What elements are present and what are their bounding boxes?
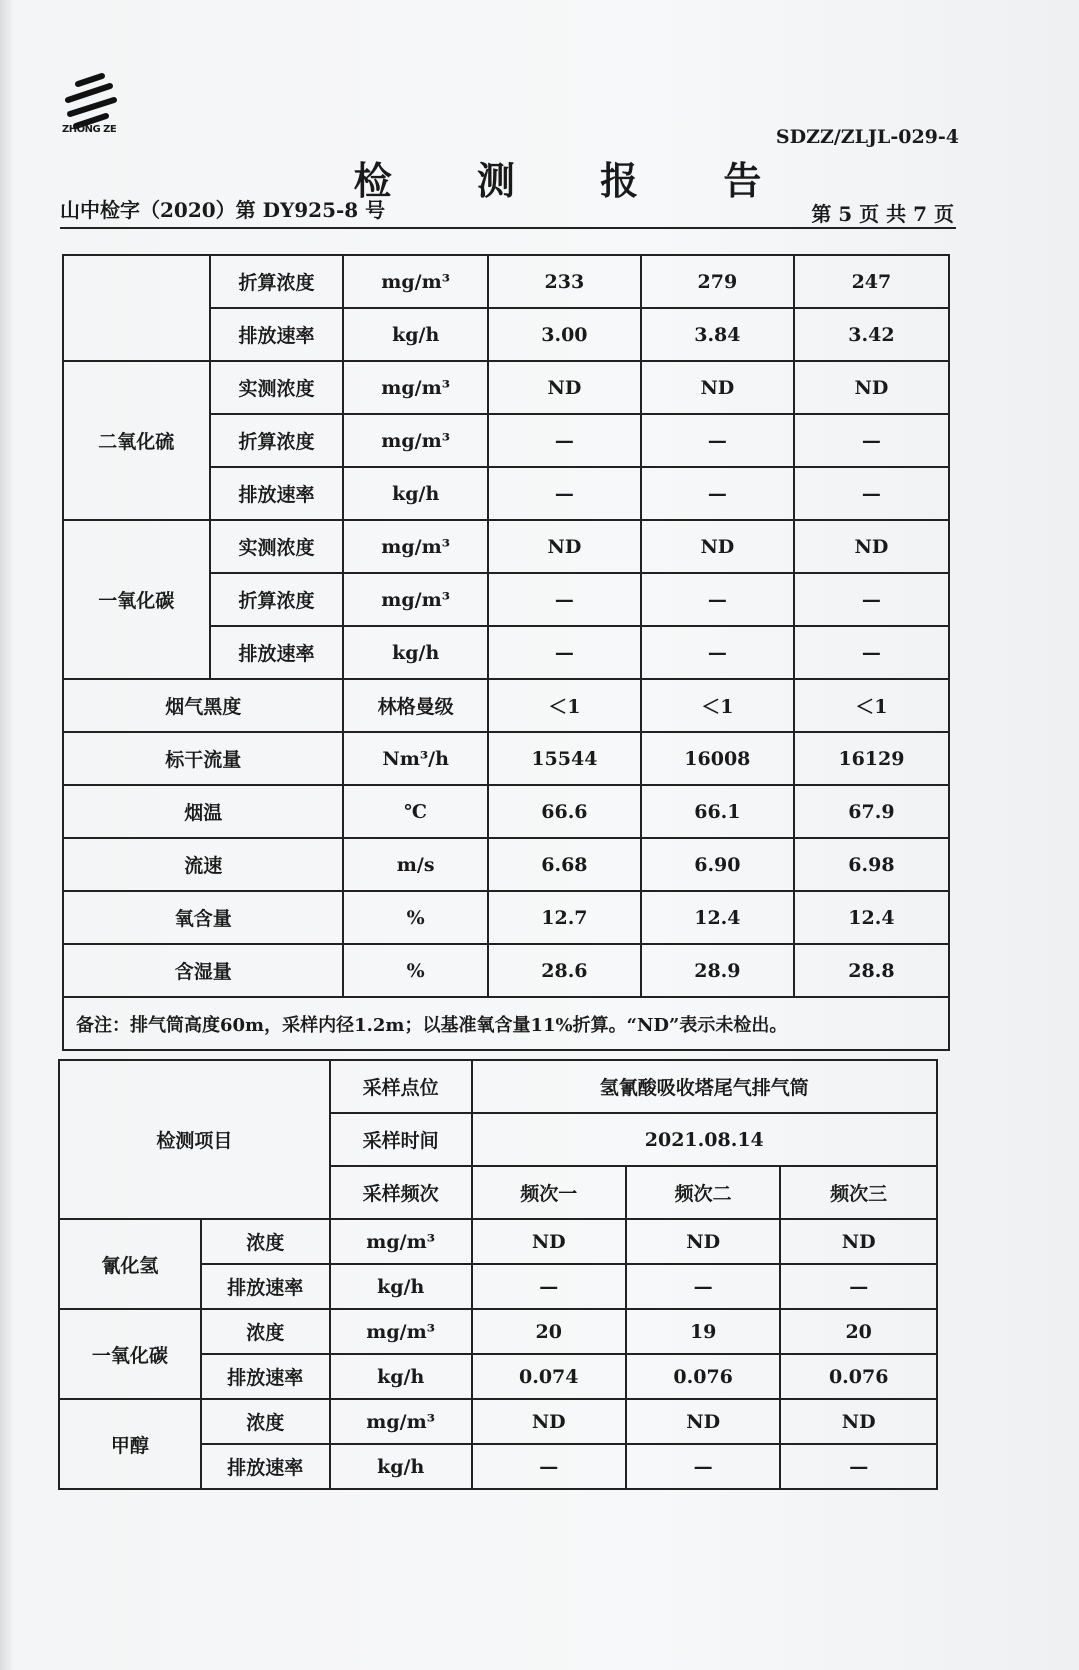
value-cell: —	[780, 1444, 937, 1489]
value-cell: ND	[626, 1219, 780, 1264]
unit-cell: mg/m³	[330, 1219, 472, 1264]
value-cell: ＜1	[794, 679, 949, 732]
sampling-time-value: 2021.08.14	[472, 1113, 937, 1166]
unit-cell: m/s	[343, 838, 487, 891]
table-row	[63, 785, 949, 838]
item-cell: 排放速率	[210, 467, 344, 520]
table-row	[63, 997, 949, 1050]
group-cell-co: 一氧化碳	[63, 520, 210, 679]
group-cell: 甲醇	[59, 1399, 201, 1489]
table-row	[63, 679, 949, 732]
unit-cell: mg/m³	[343, 520, 487, 573]
sampling-point-value: 氢氰酸吸收塔尾气排气筒	[472, 1060, 937, 1113]
item-cell: 标干流量	[63, 732, 343, 785]
value-cell: —	[472, 1444, 626, 1489]
value-cell: ND	[780, 1219, 937, 1264]
value-cell: —	[488, 467, 641, 520]
item-cell: 折算浓度	[210, 255, 344, 308]
value-cell: —	[626, 1444, 780, 1489]
item-cell: 浓度	[201, 1219, 330, 1264]
sampling-time-label: 采样时间	[330, 1113, 472, 1166]
item-cell: 排放速率	[201, 1264, 330, 1309]
unit-cell: kg/h	[343, 626, 487, 679]
table-row	[59, 1219, 937, 1264]
item-cell: 折算浓度	[210, 573, 344, 626]
unit-cell: mg/m³	[330, 1399, 472, 1444]
value-cell: —	[641, 414, 794, 467]
item-cell: 实测浓度	[210, 520, 344, 573]
value-cell: —	[472, 1264, 626, 1309]
value-cell: —	[780, 1264, 937, 1309]
unit-cell: mg/m³	[330, 1309, 472, 1354]
table-row	[59, 1060, 937, 1113]
value-cell: 247	[794, 255, 949, 308]
value-cell: 12.4	[641, 891, 794, 944]
table-row	[63, 891, 949, 944]
value-cell: 6.98	[794, 838, 949, 891]
value-cell: 20	[472, 1309, 626, 1354]
value-cell: ND	[641, 520, 794, 573]
frequency-header: 频次一	[472, 1166, 626, 1219]
item-cell: 排放速率	[201, 1444, 330, 1489]
unit-cell: kg/h	[343, 308, 487, 361]
group-cell: 氰化氢	[59, 1219, 201, 1309]
value-cell: 16129	[794, 732, 949, 785]
unit-cell: mg/m³	[343, 255, 487, 308]
value-cell: 66.6	[488, 785, 641, 838]
unit-cell: %	[343, 944, 487, 997]
unit-cell: kg/h	[330, 1354, 472, 1399]
results-table-2	[58, 1059, 938, 1490]
unit-cell: mg/m³	[343, 573, 487, 626]
frequency-header: 频次三	[780, 1166, 937, 1219]
value-cell: ND	[472, 1219, 626, 1264]
page-number: 第 5 页 共 7 页	[811, 202, 954, 226]
logo-text: ZHONG ZE	[62, 124, 117, 135]
value-cell: ND	[641, 361, 794, 414]
unit-cell: %	[343, 891, 487, 944]
table-row	[63, 944, 949, 997]
value-cell: ND	[488, 361, 641, 414]
value-cell: 28.8	[794, 944, 949, 997]
value-cell: 20	[780, 1309, 937, 1354]
value-cell: 67.9	[794, 785, 949, 838]
frequency-label: 采样频次	[330, 1166, 472, 1219]
table-row	[63, 255, 949, 308]
item-cell: 排放速率	[201, 1354, 330, 1399]
item-cell: 氧含量	[63, 891, 343, 944]
table-row	[63, 732, 949, 785]
value-cell: ND	[626, 1399, 780, 1444]
item-cell: 折算浓度	[210, 414, 344, 467]
value-cell: 0.076	[626, 1354, 780, 1399]
unit-cell: kg/h	[343, 467, 487, 520]
value-cell: 12.7	[488, 891, 641, 944]
value-cell: —	[794, 626, 949, 679]
group-cell-empty	[63, 255, 210, 361]
sampling-point-label: 采样点位	[330, 1060, 472, 1113]
value-cell: 19	[626, 1309, 780, 1354]
table-row	[63, 838, 949, 891]
value-cell: 6.90	[641, 838, 794, 891]
header-divider	[60, 227, 956, 229]
unit-cell: kg/h	[330, 1444, 472, 1489]
unit-cell: 林格曼级	[343, 679, 487, 732]
unit-cell: kg/h	[330, 1264, 472, 1309]
value-cell: 16008	[641, 732, 794, 785]
value-cell: —	[794, 414, 949, 467]
item-cell: 烟气黑度	[63, 679, 343, 732]
table-row	[59, 1309, 937, 1354]
value-cell: —	[641, 467, 794, 520]
value-cell: ＜1	[488, 679, 641, 732]
table-row	[63, 520, 949, 573]
value-cell: ＜1	[641, 679, 794, 732]
value-cell: ND	[794, 520, 949, 573]
value-cell: 3.84	[641, 308, 794, 361]
value-cell: —	[794, 573, 949, 626]
item-cell: 实测浓度	[210, 361, 344, 414]
value-cell: 3.00	[488, 308, 641, 361]
unit-cell: Nm³/h	[343, 732, 487, 785]
value-cell: 0.074	[472, 1354, 626, 1399]
value-cell: —	[488, 414, 641, 467]
value-cell: —	[488, 626, 641, 679]
value-cell: —	[488, 573, 641, 626]
value-cell: 233	[488, 255, 641, 308]
value-cell: 28.6	[488, 944, 641, 997]
value-cell: 15544	[488, 732, 641, 785]
value-cell: ND	[472, 1399, 626, 1444]
table-row	[59, 1399, 937, 1444]
value-cell: 0.076	[780, 1354, 937, 1399]
item-cell: 浓度	[201, 1399, 330, 1444]
item-cell: 烟温	[63, 785, 343, 838]
results-table-1	[62, 254, 950, 1051]
item-cell: 流速	[63, 838, 343, 891]
value-cell: 6.68	[488, 838, 641, 891]
frequency-header: 频次二	[626, 1166, 780, 1219]
value-cell: —	[794, 467, 949, 520]
unit-cell: mg/m³	[343, 414, 487, 467]
report-number: 山中检字（2020）第 DY925-8 号	[60, 198, 386, 222]
value-cell: 28.9	[641, 944, 794, 997]
group-cell: 一氧化碳	[59, 1309, 201, 1399]
value-cell: 66.1	[641, 785, 794, 838]
value-cell: 3.42	[794, 308, 949, 361]
unit-cell: ℃	[343, 785, 487, 838]
value-cell: —	[641, 626, 794, 679]
document-code: SDZZ/ZLJL-029-4	[775, 126, 959, 148]
item-cell: 排放速率	[210, 626, 344, 679]
value-cell: ND	[488, 520, 641, 573]
table-note: 备注：排气筒高度60m，采样内径1.2m；以基准氧含量11%折算。“ND”表示未检出。	[63, 997, 949, 1050]
value-cell: ND	[780, 1399, 937, 1444]
item-cell: 排放速率	[210, 308, 344, 361]
value-cell: 279	[641, 255, 794, 308]
test-item-header: 检测项目	[59, 1060, 330, 1219]
value-cell: ND	[794, 361, 949, 414]
table-row	[63, 361, 949, 414]
value-cell: —	[626, 1264, 780, 1309]
item-cell: 浓度	[201, 1309, 330, 1354]
value-cell: 12.4	[794, 891, 949, 944]
item-cell: 含湿量	[63, 944, 343, 997]
page-title: 检 测 报 告	[353, 158, 798, 203]
unit-cell: mg/m³	[343, 361, 487, 414]
group-cell-so2: 二氧化硫	[63, 361, 210, 520]
value-cell: —	[641, 573, 794, 626]
